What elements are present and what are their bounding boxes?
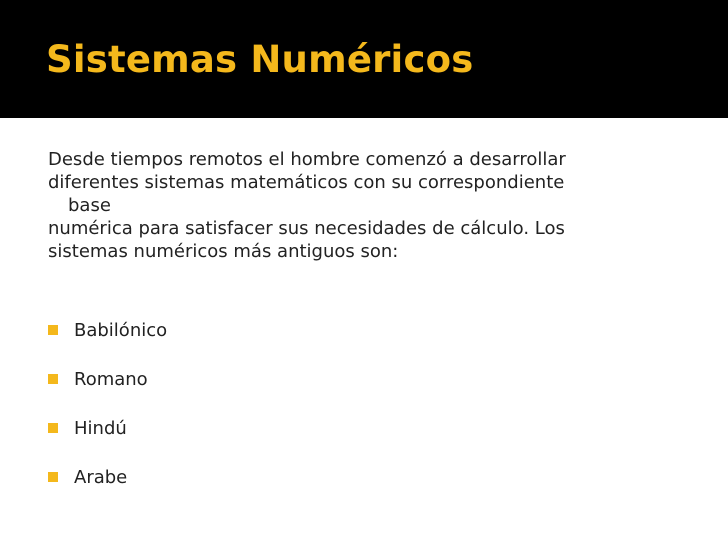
intro-line: diferentes sistemas matemáticos con su correspondiente	[48, 172, 565, 193]
list-item-label: Babilónico	[74, 319, 168, 341]
intro-line: base	[68, 195, 111, 216]
list-item	[48, 318, 167, 342]
list-item-label: Romano	[74, 368, 148, 390]
list-item	[48, 465, 167, 489]
intro-paragraph	[48, 148, 688, 263]
intro-line: numérica para satisfacer sus necesidades de cálculo. Los	[48, 218, 565, 239]
list-item	[48, 367, 167, 391]
title-bar	[0, 0, 728, 118]
bullet-square-icon	[48, 374, 58, 384]
bullet-square-icon	[48, 472, 58, 482]
intro-line: sistemas numéricos más antiguos son:	[48, 241, 399, 262]
numeral-systems-list	[48, 318, 167, 514]
list-item	[48, 416, 167, 440]
intro-line: Desde tiempos remotos el hombre comenzó a desarrollar	[48, 149, 566, 170]
list-item-label: Arabe	[74, 466, 128, 488]
list-item-label: Hindú	[74, 417, 127, 439]
slide-title: Sistemas Numéricos	[46, 38, 474, 81]
bullet-square-icon	[48, 423, 58, 433]
bullet-square-icon	[48, 325, 58, 335]
